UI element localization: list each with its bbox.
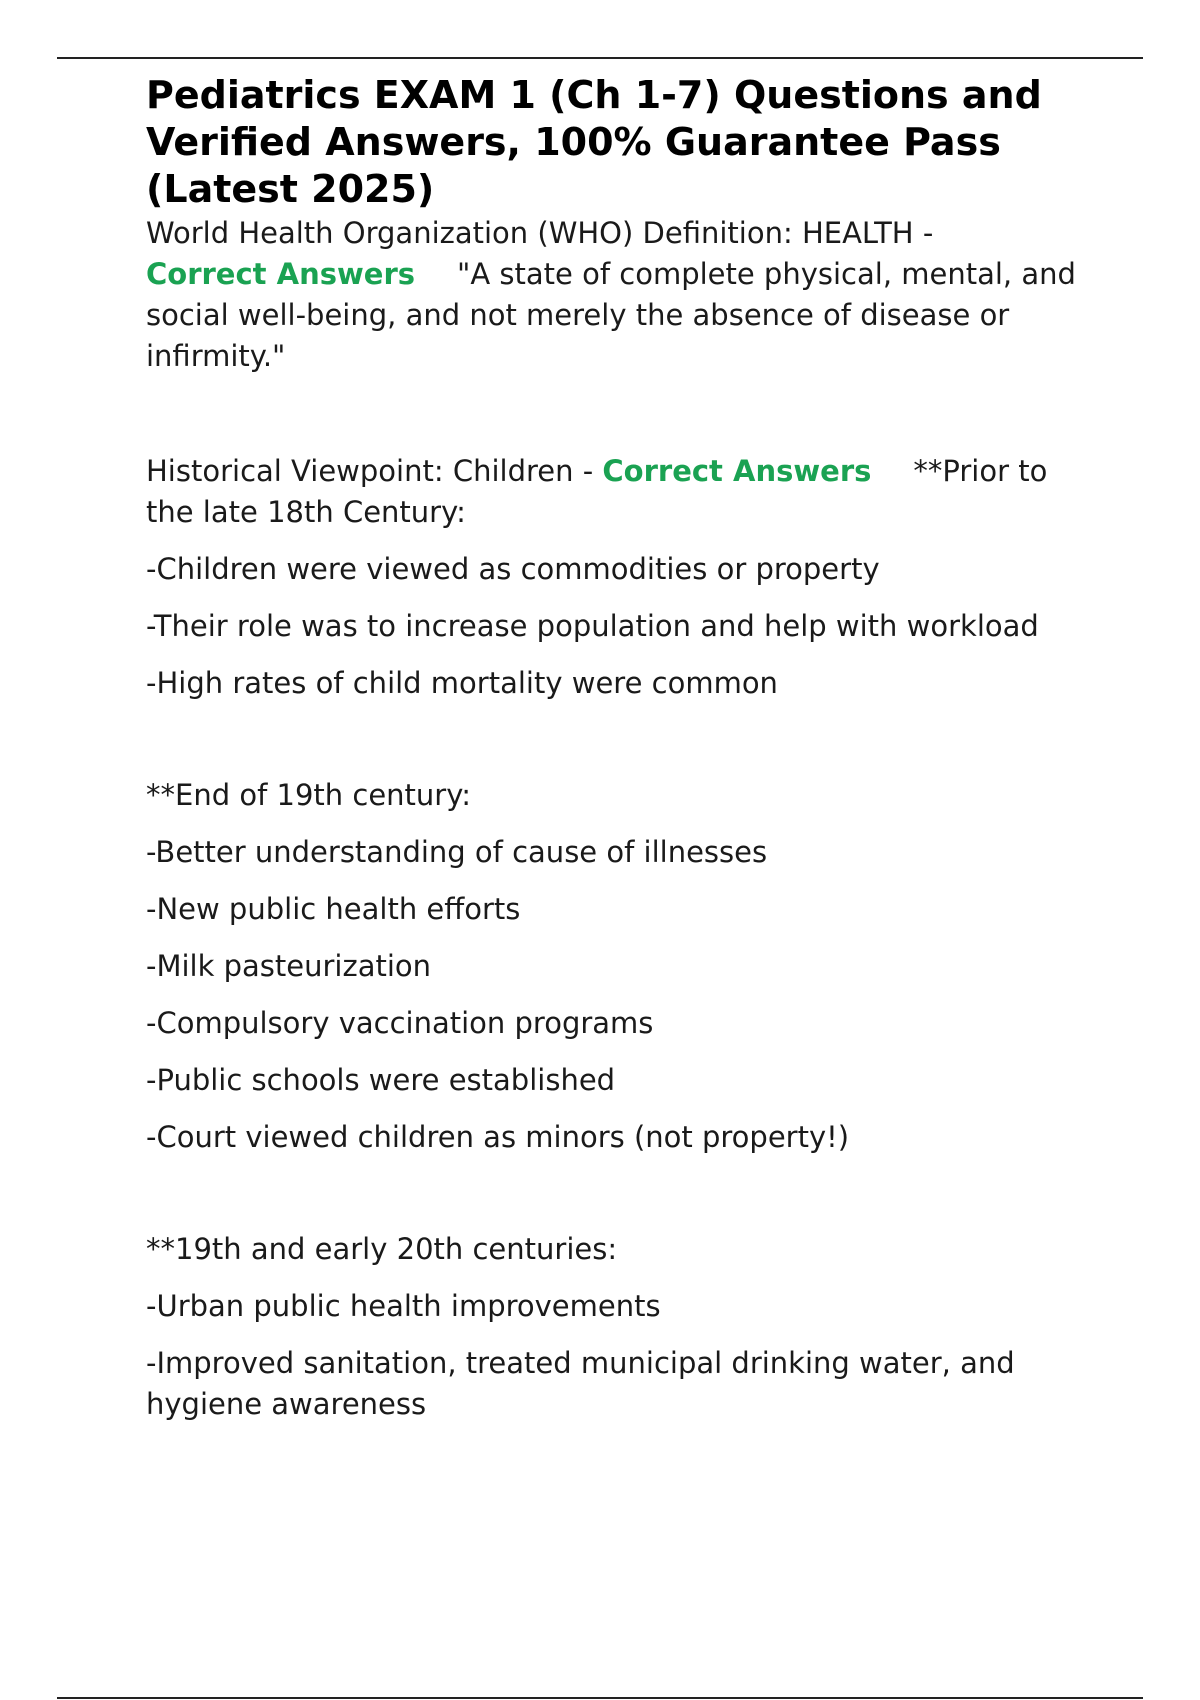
bottom-rule (57, 1697, 1143, 1699)
qa-item-who-health (146, 213, 1096, 377)
question-text: Historical Viewpoint: Children - (146, 454, 594, 488)
list-item: -Court viewed children as minors (not property!) (146, 1120, 850, 1154)
qa-item-historical-viewpoint (146, 451, 1096, 533)
list-item: -High rates of child mortality were common (146, 666, 778, 700)
list-item: -Improved sanitation, treated municipal drinking water, and hygiene awareness (146, 1346, 1015, 1421)
list-item: -Compulsory vaccination programs (146, 1006, 654, 1040)
list-item: -New public health efforts (146, 892, 521, 926)
correct-answers-label: Correct Answers (146, 257, 416, 291)
section-heading: **End of 19th century: (146, 778, 472, 812)
document-title: Pediatrics EXAM 1 (Ch 1-7) Questions and Verified Answers, 100% Guarantee Pass (Latest 2025) (146, 73, 1042, 211)
question-text: World Health Organization (WHO) Definition: HEALTH - (146, 216, 934, 250)
list-item: -Children were viewed as commodities or property (146, 552, 880, 586)
list-item: -Urban public health improvements (146, 1289, 661, 1323)
list-item: -Better understanding of cause of illnesses (146, 835, 768, 869)
list-item: -Their role was to increase population and help with workload (146, 609, 1039, 643)
document-body (146, 72, 1096, 1425)
correct-answers-label: Correct Answers (602, 454, 872, 488)
answer-intro: **Prior to the late 18th Century: (146, 454, 1048, 529)
answer-text: "A state of complete physical, mental, and social well-being, and not merely the absence of disease or infirmity." (146, 257, 1076, 373)
section-heading: **19th and early 20th centuries: (146, 1232, 618, 1266)
list-item: -Milk pasteurization (146, 949, 432, 983)
top-rule (57, 57, 1143, 59)
list-item: -Public schools were established (146, 1063, 616, 1097)
